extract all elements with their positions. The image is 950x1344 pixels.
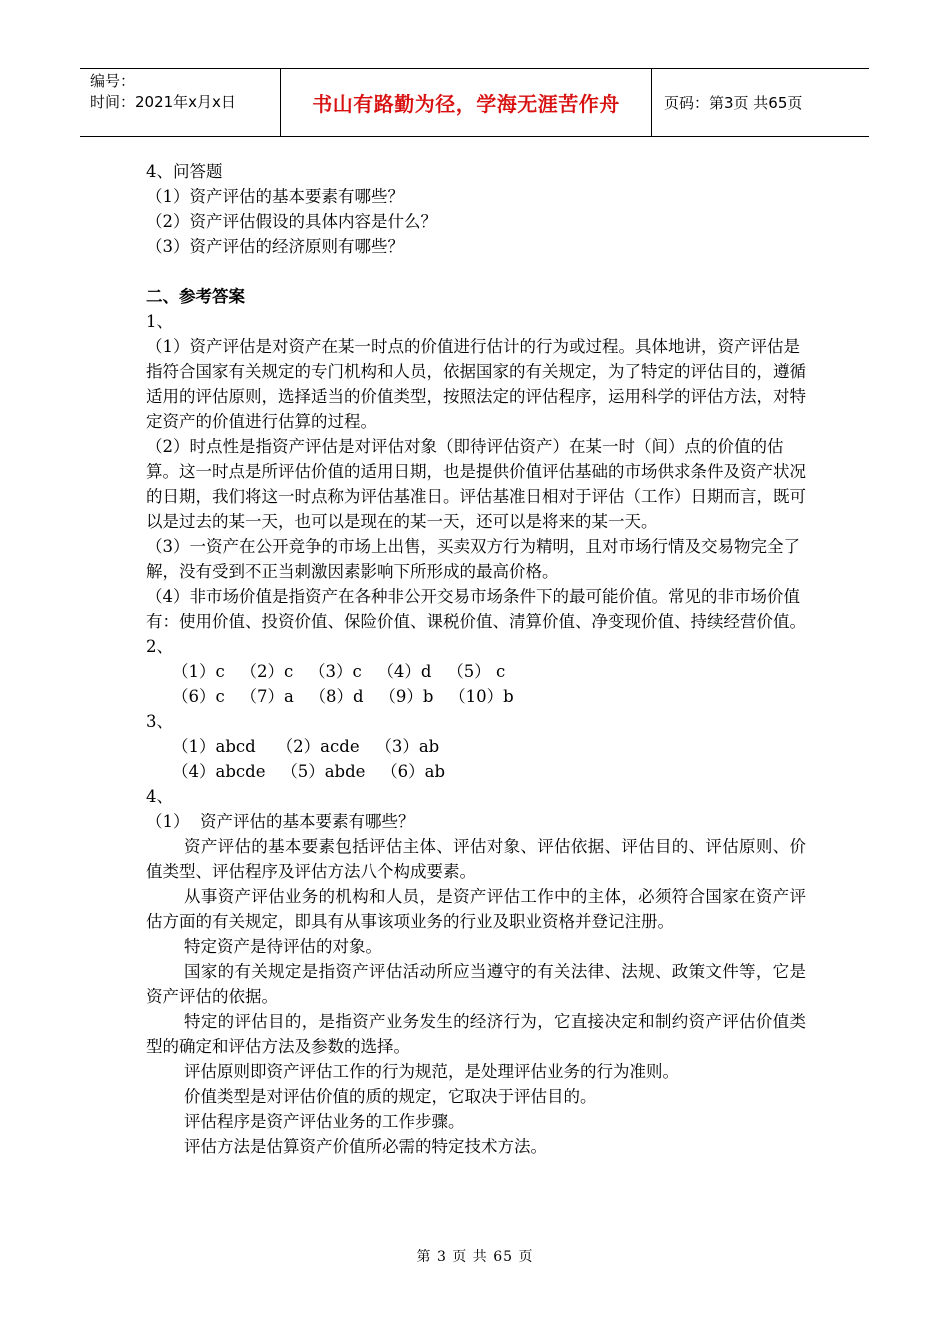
answer-paragraph: （1）资产评估是对资产在某一时点的价值进行估计的行为或过程。具体地讲，资产评估是指符合国家有关规定的专门机构和人员，依据国家的有关规定，为了特定的评估目的，遵循适用的评估原则，选择适当的价值类型，按照法定的评估程序，运用科学的评估方法，对特定资产的价值进行估算的过程。	[146, 337, 806, 431]
questions-heading: 4、问答题	[146, 162, 223, 181]
spacer	[146, 259, 806, 284]
section-3-label: 3、	[146, 712, 173, 731]
answer-paragraph: 特定的评估目的，是指资产业务发生的经济行为，它直接决定和制约资产评估价值类型的确定和评估方法及参数的选择。	[146, 1012, 806, 1056]
header-left-cell	[80, 69, 280, 136]
answer-paragraph: （3）一资产在公开竞争的市场上出售，买卖双方行为精明，且对市场行情及交易物完全了解，没有受到不正当刺激因素影响下所形成的最高价格。	[146, 537, 800, 581]
section-1-label: 1、	[146, 312, 173, 331]
multi-choice-answer-row: （4）abcde （5）abde （6）ab	[172, 762, 446, 781]
header-page-info: 页码：第3页 共65页	[664, 94, 803, 112]
section-4-question: （1） 资产评估的基本要素有哪些？	[146, 812, 415, 831]
answer-paragraph: 特定资产是待评估的对象。	[184, 937, 382, 956]
section-4-label: 4、	[146, 787, 173, 806]
choice-answer-row: （1）c （2）c （3）c （4）d （5） c	[172, 662, 506, 681]
answer-paragraph: （4）非市场价值是指资产在各种非公开交易市场条件下的最可能价值。常见的非市场价值有：使用价值、投资价值、保险价值、课税价值、清算价值、净变现价值、持续经营价值。	[146, 587, 806, 631]
document-body	[146, 159, 806, 1159]
multi-choice-answer-row: （1）abcd （2）acde （3）ab	[172, 737, 440, 756]
answer-paragraph: （2）时点性是指资产评估是对评估对象（即待评估资产）在某一时（间）点的价值的估算。这一时点是所评估价值的适用日期，也是提供价值评估基础的市场供求条件及资产状况的日期，我们将这一时点称为评估基准日。评估基准日相对于评估（工作）日期而言，既可以是过去的某一天，也可以是现在的某一天，还可以是将来的某一天。	[146, 437, 806, 531]
question-item: （2）资产评估假设的具体内容是什么？	[146, 212, 437, 231]
header-motto: 书山有路勤为径，学海无涯苦作舟	[280, 69, 652, 136]
answer-paragraph: 国家的有关规定是指资产评估活动所应当遵守的有关法律、法规、政策文件等，它是资产评估的依据。	[146, 962, 806, 1006]
answer-paragraph: 价值类型是对评估价值的质的规定，它取决于评估目的。	[184, 1087, 597, 1106]
answers-heading: 二、参考答案	[146, 287, 245, 306]
question-item: （1）资产评估的基本要素有哪些？	[146, 187, 404, 206]
answer-paragraph: 评估程序是资产评估业务的工作步骤。	[184, 1112, 465, 1131]
answer-paragraph: 评估原则即资产评估工作的行为规范，是处理评估业务的行为准则。	[184, 1062, 679, 1081]
choice-answer-row: （6）c （7）a （8）d （9）b （10）b	[172, 687, 514, 706]
section-2-label: 2、	[146, 637, 173, 656]
header-number: 编号：	[90, 72, 136, 90]
page-header	[80, 68, 869, 137]
page-footer: 第 3 页 共 65 页	[416, 1249, 534, 1265]
answer-paragraph: 资产评估的基本要素包括评估主体、评估对象、评估依据、评估目的、评估原则、价值类型、评估程序及评估方法八个构成要素。	[146, 837, 806, 881]
answer-paragraph: 从事资产评估业务的机构和人员，是资产评估工作中的主体，必须符合国家在资产评估方面的有关规定，即具有从事该项业务的行业及职业资格并登记注册。	[146, 887, 806, 931]
answer-paragraph: 评估方法是估算资产价值所必需的特定技术方法。	[184, 1137, 547, 1156]
question-item: （3）资产评估的经济原则有哪些？	[146, 237, 404, 256]
header-date: 时间：2021年x月x日	[90, 93, 236, 111]
